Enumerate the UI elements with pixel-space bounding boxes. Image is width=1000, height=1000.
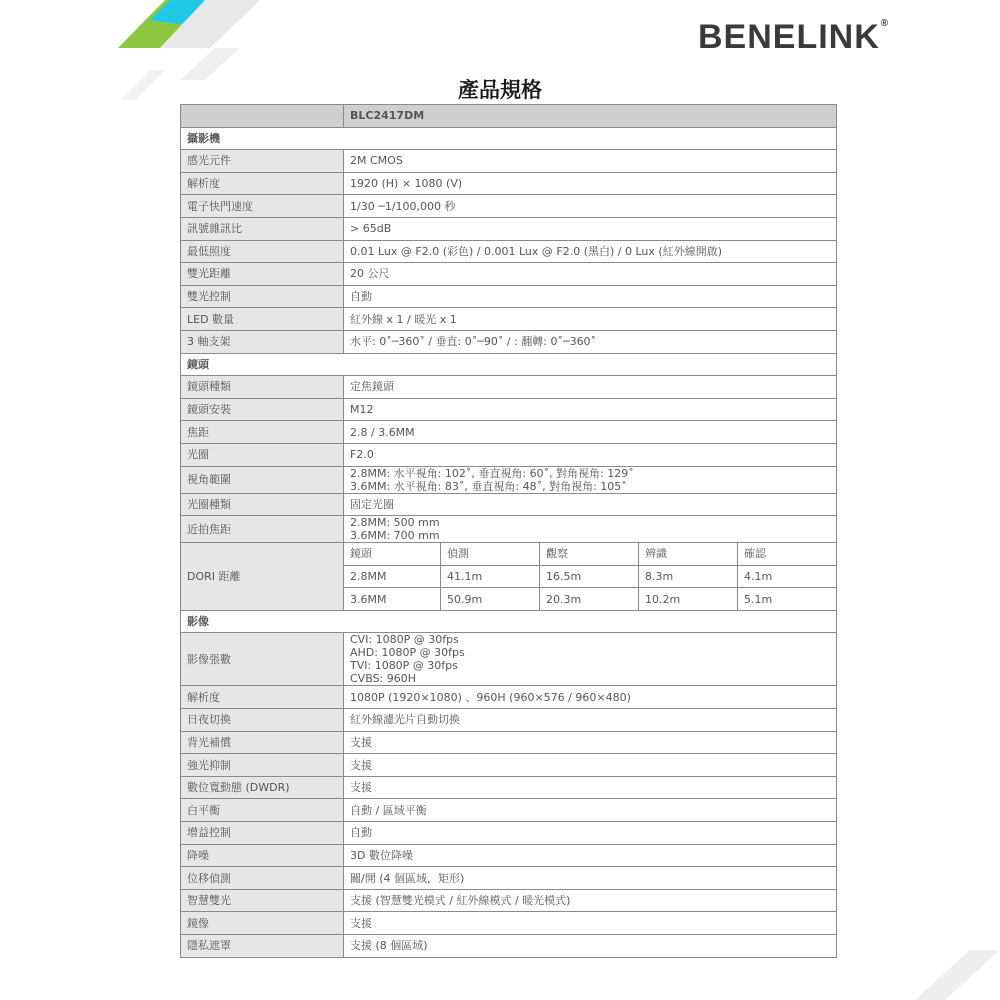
row-value: 水平: 0˚─360˚ / 垂直: 0˚─90˚ / : 翻轉: 0˚─360˚ bbox=[344, 330, 837, 353]
row-value: 0.01 Lux @ F2.0 (彩色) / 0.001 Lux @ F2.0 (黑白) / 0 Lux (紅外線開啟) bbox=[344, 240, 837, 263]
table-row bbox=[181, 516, 837, 543]
row-label: 背光補償 bbox=[181, 731, 344, 754]
table-row bbox=[181, 172, 837, 195]
dori-cell: 4.1m bbox=[738, 565, 837, 588]
fov-line: 2.8MM: 水平視角: 102˚, 垂直視角: 60˚, 對角視角: 129˚ bbox=[350, 466, 634, 480]
dori-cell: 20.3m bbox=[540, 588, 639, 611]
row-label: DORI 距離 bbox=[181, 543, 344, 611]
row-value: 紅外線濾光片自動切換 bbox=[344, 709, 837, 732]
row-value: 1080P (1920×1080) 、960H (960×576 / 960×480) bbox=[344, 686, 837, 709]
table-row bbox=[181, 240, 837, 263]
dori-cell: 16.5m bbox=[540, 565, 639, 588]
spec-table bbox=[180, 104, 837, 958]
corner-decoration-bottom bbox=[820, 940, 1000, 1000]
dori-header-cell: 觀察 bbox=[540, 543, 639, 566]
table-row bbox=[181, 844, 837, 867]
row-label: 鏡頭安裝 bbox=[181, 398, 344, 421]
dori-header-cell: 偵測 bbox=[441, 543, 540, 566]
row-value: F2.0 bbox=[344, 443, 837, 466]
table-row bbox=[181, 709, 837, 732]
row-value: 自動 / 區域平衡 bbox=[344, 799, 837, 822]
row-label: 最低照度 bbox=[181, 240, 344, 263]
header-blank-cell bbox=[181, 105, 344, 128]
table-row bbox=[181, 731, 837, 754]
row-value: 固定光圈 bbox=[344, 493, 837, 516]
row-value: 支援 bbox=[344, 912, 837, 935]
section-heading: 鏡頭 bbox=[181, 353, 837, 376]
row-label: 白平衡 bbox=[181, 799, 344, 822]
model-name: BLC2417DM bbox=[344, 105, 837, 128]
row-label: 光圈種類 bbox=[181, 493, 344, 516]
row-label: 影像張數 bbox=[181, 633, 344, 686]
dori-header-cell: 鏡頭 bbox=[344, 543, 441, 566]
table-row bbox=[181, 150, 837, 173]
stream-line: TVI: 1080P @ 30fps bbox=[350, 659, 458, 673]
row-label: 訊號雜訊比 bbox=[181, 217, 344, 240]
table-row bbox=[181, 195, 837, 218]
focus-line: 3.6MM: 700 mm bbox=[350, 529, 440, 543]
table-row bbox=[181, 799, 837, 822]
row-label: 雙光距離 bbox=[181, 263, 344, 286]
row-label: 鏡像 bbox=[181, 912, 344, 935]
table-row bbox=[181, 330, 837, 353]
row-label: 位移偵測 bbox=[181, 867, 344, 890]
table-row bbox=[181, 493, 837, 516]
table-row bbox=[181, 912, 837, 935]
row-value: 1920 (H) × 1080 (V) bbox=[344, 172, 837, 195]
row-value: 自動 bbox=[344, 822, 837, 845]
row-label: 雙光控制 bbox=[181, 285, 344, 308]
focus-line: 2.8MM: 500 mm bbox=[350, 516, 440, 530]
table-row bbox=[181, 308, 837, 331]
table-row bbox=[181, 376, 837, 399]
table-row bbox=[181, 443, 837, 466]
row-label: 解析度 bbox=[181, 172, 344, 195]
row-label: 3 軸支架 bbox=[181, 330, 344, 353]
row-value: 2.8 / 3.6MM bbox=[344, 421, 837, 444]
row-value: 支援 (智慧雙光模式 / 紅外線模式 / 暖光模式) bbox=[344, 889, 837, 912]
table-row bbox=[181, 935, 837, 958]
stream-line: CVI: 1080P @ 30fps bbox=[350, 633, 459, 647]
dori-cell: 3.6MM bbox=[344, 588, 441, 611]
section-lens bbox=[181, 353, 837, 376]
table-row bbox=[181, 776, 837, 799]
row-label: 數位寬動態 (DWDR) bbox=[181, 776, 344, 799]
page-title: 產品規格 bbox=[458, 78, 542, 102]
row-label: 視角範圍 bbox=[181, 466, 344, 493]
stream-line: AHD: 1080P @ 30fps bbox=[350, 646, 465, 660]
row-value bbox=[344, 633, 837, 686]
dori-header-cell: 辨識 bbox=[639, 543, 738, 566]
row-label: 焦距 bbox=[181, 421, 344, 444]
dori-cell: 50.9m bbox=[441, 588, 540, 611]
row-value bbox=[344, 516, 837, 543]
dori-cell: 8.3m bbox=[639, 565, 738, 588]
section-heading: 影像 bbox=[181, 610, 837, 633]
row-value: 2M CMOS bbox=[344, 150, 837, 173]
table-row bbox=[181, 889, 837, 912]
row-label: 電子快門速度 bbox=[181, 195, 344, 218]
row-value: 自動 bbox=[344, 285, 837, 308]
row-label: 增益控制 bbox=[181, 822, 344, 845]
table-row bbox=[181, 754, 837, 777]
dori-cell: 5.1m bbox=[738, 588, 837, 611]
row-label: 近拍焦距 bbox=[181, 516, 344, 543]
table-row bbox=[181, 398, 837, 421]
row-label: 感光元件 bbox=[181, 150, 344, 173]
section-image bbox=[181, 610, 837, 633]
row-value: 3D 數位降噪 bbox=[344, 844, 837, 867]
row-value: 紅外線 x 1 / 暖光 x 1 bbox=[344, 308, 837, 331]
dori-cell: 2.8MM bbox=[344, 565, 441, 588]
row-value: 20 公尺 bbox=[344, 263, 837, 286]
row-label: 強光抑制 bbox=[181, 754, 344, 777]
row-label: 降噪 bbox=[181, 844, 344, 867]
table-row bbox=[181, 263, 837, 286]
row-label: 解析度 bbox=[181, 686, 344, 709]
row-value: 支援 (8 個區域) bbox=[344, 935, 837, 958]
row-value: 1/30 ─1/100,000 秒 bbox=[344, 195, 837, 218]
row-label: LED 數量 bbox=[181, 308, 344, 331]
row-value: 支援 bbox=[344, 754, 837, 777]
stream-line: CVBS: 960H bbox=[350, 672, 417, 686]
dori-header-row bbox=[181, 543, 837, 566]
table-row bbox=[181, 285, 837, 308]
row-value: 支援 bbox=[344, 731, 837, 754]
section-heading: 攝影機 bbox=[181, 127, 837, 150]
row-label: 智慧雙光 bbox=[181, 889, 344, 912]
section-camera bbox=[181, 127, 837, 150]
row-value: 定焦鏡頭 bbox=[344, 376, 837, 399]
row-value bbox=[344, 466, 837, 493]
row-value: 關/開 (4 個區域，矩形) bbox=[344, 867, 837, 890]
brand-logo: BENELINK® bbox=[698, 18, 890, 56]
table-row bbox=[181, 466, 837, 493]
table-row bbox=[181, 822, 837, 845]
row-label: 光圈 bbox=[181, 443, 344, 466]
dori-header-cell: 確認 bbox=[738, 543, 837, 566]
row-label: 日夜切換 bbox=[181, 709, 344, 732]
row-label: 鏡頭種類 bbox=[181, 376, 344, 399]
table-row bbox=[181, 217, 837, 240]
table-header-row bbox=[181, 105, 837, 128]
table-row bbox=[181, 633, 837, 686]
dori-cell: 10.2m bbox=[639, 588, 738, 611]
row-value: > 65dB bbox=[344, 217, 837, 240]
dori-cell: 41.1m bbox=[441, 565, 540, 588]
table-row bbox=[181, 867, 837, 890]
fov-line: 3.6MM: 水平視角: 83˚, 垂直視角: 48˚, 對角視角: 105˚ bbox=[350, 479, 627, 493]
row-value: M12 bbox=[344, 398, 837, 421]
table-row bbox=[181, 421, 837, 444]
table-row bbox=[181, 686, 837, 709]
row-label: 隱私遮罩 bbox=[181, 935, 344, 958]
row-value: 支援 bbox=[344, 776, 837, 799]
